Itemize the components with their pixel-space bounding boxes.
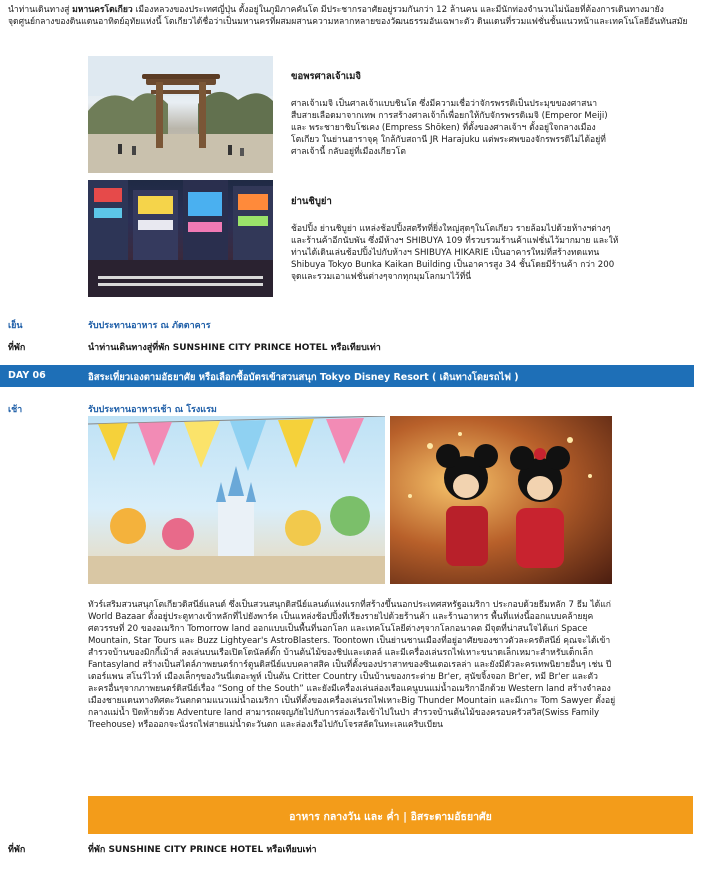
breakfast-value: รับประทานอาหารเช้า ณ โรงแรม (88, 405, 217, 415)
hotel-label-1: ที่พัก (8, 343, 26, 353)
breakfast-label: เช้า (8, 405, 23, 415)
day-title: อิสระเที่ยวเองตามอัธยาศัย หรือเลือกซื้อบัตรเข้าสวนสนุก Tokyo Disney Resort ( เดินทางโดยรถไฟ ) (88, 372, 519, 383)
meiji-shrine-photo (88, 56, 273, 173)
day-header-bar (0, 365, 694, 387)
shibuya-description: ช้อปปิ้ง ย่านชิบูย่า แหล่งช้อปปิ้งสตรีทที่ยิ่งใหญ่สุดๆในโตเกียว รายล้อมไปด้วยห้างฯต่างๆและร้านค้าอีกนับพัน ซึ่งมีห้างฯ SHIBUYA 109 ที่รวบรวมร้านค้าแฟชั่นไว้มากมาย และให้ท่านได้เดินเล่นช้อปปิ้งไปกับห้างฯ SHIBUYA HIKARIE เป็นอาคารใหม่ที่สร้างทดแทน Shibuya Tokyo Bunka Kaikan Building เป็นอาคารสูง 34 ชั้นโดยมีร้านค้า กว่า 200 จุดและรวมเอาแฟชั่นต่างๆจากทุกมุมโลกมาไว้ที่นี่ (291, 224, 619, 282)
intro-paragraph (8, 4, 696, 28)
shibuya-photo (88, 180, 273, 297)
hotel-label-2: ที่พัก (8, 845, 26, 855)
disney-mickey-minnie-photo (390, 416, 612, 584)
shibuya-street-illustration (88, 180, 273, 297)
disney-description: ทัวร์เสริมสวนสนุกโตเกียวดิสนีย์แลนด์ ซึ่งเป็นสวนสนุกดิสนีย์แลนด์แห่งแรกที่สร้างขึ้นนอกประเทศสหรัฐอเมริกา ประกอบด้วยธีมหลัก 7 ธีม ได้แก่ World Bazaar ตั้งอยู่ประตูทางเข้าหลักที่ไปยังพาร์ค เป็นแหล่งช้อปปิ้งที่เรียงรายไปด้วยร้านค้า และร้านอาหาร พื้นที่แห่งนี้ออกแบบคล้ายยุคศตวรรษที่ 20 ของอเมริกา Tomorrow land ออกแบบเป็นพื้นที่นอกโลก และเทคโนโลยีต่างๆจากโลกอนาคต มีจุดที่น่าสนใจได้แก่ Space Mountain, Star Tours และ Buzz Lightyear's AstroBlasters. Toontown เป็นย่านชานเมืองที่อยู่อาศัยของชาวตัวละครดิสนีย์ คุณจะได้เข้าสำรวจบ้านของมิกกี้เม้าส์ ลงเล่นบนเรือเปิดโดนัลด์ดั๊ก บ้านต้นไม้ของชิปและเดลล์ และมีเครื่องเล่นรถไฟเหาะขนาดเล็กเหมาะสำหรับเด็กเล็ก Fantasyland สร้างเป็นสไตล์ภาพยนตร์การ์ตูนดิสนีย์แบบคลาสสิค เป็นที่ตั้งของปราสาทของซินเดอเรลล่า และยังมีตัวละครเทพนิยายอื่นๆ เช่น ปีเตอร์แพน สโนว์ไวท์ เมืองเล็กๆของวินนี่เดอะพูห์ เป็นต้น Critter Country เป็นบ้านของกระต่าย Br'er, สุนัขจิ้งจอก Br'er, หมี Br'er และตัวละครอื่นๆจากภาพยนตร์ดิสนีย์เรื่อง “Song of the South” และยังมีเครื่องเล่นล่องเรือแคนูบนแม่น้ำอเมริกาอีกด้วย Western land สร้างจำลองเมืองชายแดนทางทิศตะวันตกตามแนวแม่น้ำอเมริกา เป็นที่ตั้งของเครื่องเล่นรถไฟเหาะBig Thunder Mountain และมีเกาะ Tom Sawyer ตั้งอยู่กลางแม่น้ำ ปิดท้ายด้วย Adventure land สามารถผจญภัยไปกับการล่องเรือเข้าไปในป่า สำรวจบ้านต้นไม้ของครอบครัวสวิส(Swiss Family Treehouse) หรือออกจะนั่งรถไฟสายแม่น้ำตะวันตก และล่องเรือไปกับโจรสลัดในทะเลแคริบเบียน (88, 600, 616, 730)
intro-city: มหานครโตเกียว (72, 5, 133, 15)
meal-banner (88, 796, 693, 834)
shibuya-title: ย่านชิบูย่า (291, 196, 332, 207)
intro-rest: เมืองหลวงของประเทศญี่ปุ่น ตั้งอยู่ในภูมิภาคคันโต มีประชากรอาศัยอยู่รวมกันกว่า 12 ล้านคน และมีนักท่องจำนวนไม่น้อยที่ต้องการเดินทางมายังจุดศูนย์กลางของดินแดนอาทิตย์อุทัยแห่งนี้ โตเกียวได้ชื่อว่าเป็นมหานครที่ผสมผสานความหลากหลายของวัฒนธรรมอันเฉพาะตัว ดินแดนที่รวมแฟชั่นชั้นแนวหน้าและเทคโนโลยีอันทันสมัย (8, 5, 688, 27)
meal-banner-text: อาหาร กลางวัน และ ค่ำ | อิสระตามอัธยาศัย (289, 811, 492, 823)
disney-castle-illustration (88, 416, 385, 584)
intro-prefix: นำท่านเดินทางสู่ (8, 5, 73, 15)
mickey-minnie-illustration (390, 416, 612, 584)
meiji-title: ขอพรศาลเจ้าเมจิ (291, 71, 361, 82)
disney-parade-photo (88, 416, 385, 584)
day-number: DAY 06 (8, 370, 46, 381)
meiji-torii-illustration (88, 56, 273, 173)
hotel-value-2: ที่พัก SUNSHINE CITY PRINCE HOTEL หรือเทียบเท่า (88, 845, 317, 855)
hotel-value-1: นำท่านเดินทางสู่ที่พัก SUNSHINE CITY PRINCE HOTEL หรือเทียบเท่า (88, 343, 381, 353)
meiji-description: ศาลเจ้าเมจิ เป็นศาลเจ้าแบบชินโต ซึ่งมีความเชื่อว่าจักรพรรดิเป็นประมุขของศาสนา สืบสายเลือดมาจากเทพ การสร้างศาลเจ้าก็เพื่อยกให้กับจักรพรรดิเมจิ (Emperor Meiji) และ พระชายาชิบโชเคง (Empress Shōken) ที่ตั้งของศาลเจ้าฯ ตั้งอยู่ใจกลางเมืองโตเกียว ในย่านฮาราจุคุ ใกล้กับสถานี JR Harajuku แต่พระศพของจักรพรรดิไม่ได้อยู่ที่ศาลเจ้านี้ กลับอยู่ที่เมืองเกียวโต (291, 99, 608, 157)
dinner-label: เย็น (8, 321, 23, 331)
dinner-value: รับประทานอาหาร ณ ภัตตาคาร (88, 321, 211, 331)
